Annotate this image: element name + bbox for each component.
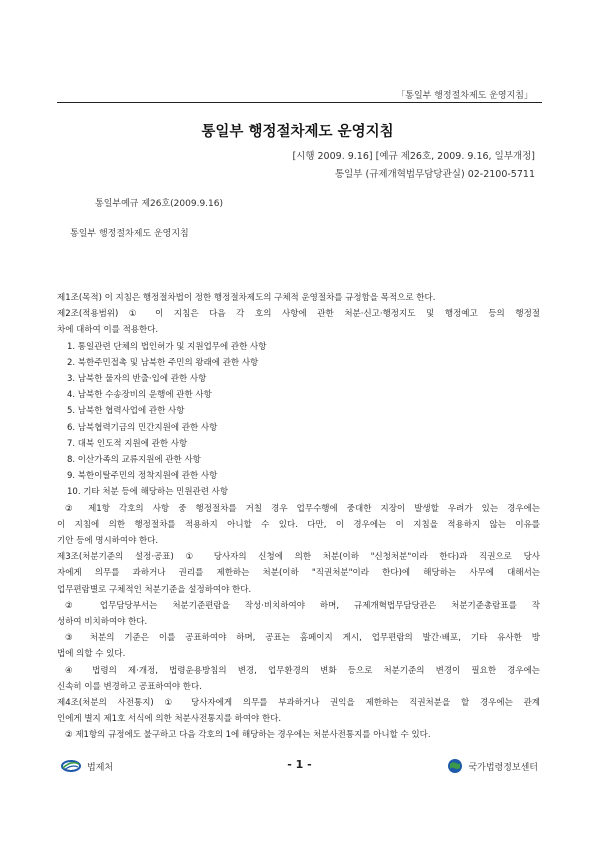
list-item: 2. 북한주민접촉 및 남북한 주민의 왕래에 관한 사항 [67,357,259,368]
article-3-para-3-line-1: ③ 처분의 기준은 이를 공표하여야 하며, 공표는 홈페이지 게시, 업무편람의 발간·배포, 기타 유사한 방 [65,633,540,644]
document-title: 통일부 행정절차제도 운영지침 [201,124,394,140]
document-name: 통일부 행정절차제도 운영지침 [70,229,189,239]
article-3-line-3: 업무편람별로 구체적인 처분기준을 설정하여야 한다. [57,584,252,595]
article-2-para-2-line-2: 이 지침에 의한 행정절차를 적용하지 아니할 수 있다. 다만, 이 경우에는 이 지침을 적용하지 않는 이유를 [57,519,540,530]
article-3-para-4-line-2: 신속히 이를 변경하고 공표하여야 한다. [57,681,202,692]
header-rule [57,102,542,103]
article-3-para-3-line-2: 법에 의할 수 있다. [57,649,126,660]
article-2-line-1: 제2조(적용범위) ① 이 지침은 다음 각 호의 사항에 관한 처분·신고·행정지도 및 행정예고 등의 행정절 [57,309,540,320]
article-3-para-2-line-1: ② 업무담당부서는 처분기준편람을 작성·비치하여야 하며, 규제개혁법무담당관은 처분기준총람표를 작 [65,600,540,611]
list-item: 9. 북한이탈주민의 정착지원에 관한 사항 [67,471,218,482]
article-4-line-2: 인에게 별지 제1호 서식에 의한 처분사전통지를 하여야 한다. [57,714,282,725]
list-item: 7. 대북 인도적 지원에 관한 사항 [67,438,188,449]
running-header: 「통일부 행정절차제도 운영지침」 [396,91,533,101]
page-number: - 1 - [287,758,312,771]
article-3-line-2: 자에게 의무를 과하거나 권리를 제한하는 처분(이하 "직권처분"이라 한다)에 해당하는 사무에 대해서는 [57,568,540,579]
article-3-para-4-line-1: ④ 법령의 제·개정, 법령운용방침의 변경, 업무환경의 변화 등으로 처분기준의 변경이 필요한 경우에는 [65,665,540,676]
list-item: 8. 이산가족의 교류지원에 관한 사항 [67,455,201,466]
article-3-para-2-line-2: 성하여 비치하여야 한다. [57,617,148,628]
article-2-para-2-line-3: 기안 등에 명시하여야 한다. [57,536,159,547]
globe-logo-icon [447,758,463,774]
document-body [57,290,540,744]
article-4-para-2: ② 제1항의 규정에도 불구하고 다음 각호의 1에 해당하는 경우에는 처분사전통지를 아니할 수 있다. [65,730,431,741]
list-item: 4. 남북한 수송장비의 운행에 관한 사항 [67,390,212,401]
department-contact: 통일부 (규제개혁법무담당관실) 02-2100-5711 [334,169,535,180]
footer-right-label: 국가법령정보센터 [468,762,538,773]
article-4-line-1: 제4조(처분의 사전통지) ① 당사자에게 의무를 부과하거나 권익을 제한하는 직권처분을 할 경우에는 관계 [57,698,540,709]
page-footer [57,752,542,782]
list-item: 1. 통일관련 단체의 법인허가 및 지원업무에 관한 사항 [67,341,267,352]
notice-number: 통일부예규 제26호(2009.9.16) [95,199,223,209]
enforcement-meta: [시행 2009. 9.16] [예규 제26호, 2009. 9.16, 일부개정] [292,151,535,162]
article-3-line-1: 제3조(처분기준의 설정·공표) ① 당사자의 신청에 의한 처분(이하 "신청처분"이라 한다)과 직권으로 당사 [57,552,540,563]
footer-left-label: 법제처 [87,762,114,773]
article-2-line-2: 차에 대하여 이를 적용한다. [57,325,159,336]
article-1: 제1조(목적) 이 지침은 행정절차법이 정한 행정절차제도의 구체적 운영절차를 규정함을 목적으로 한다. [57,293,436,303]
list-item: 3. 남북한 물자의 반출·입에 관한 사항 [67,374,207,385]
list-item: 10. 기타 처분 등에 해당하는 민원관련 사항 [67,487,229,498]
list-item: 5. 남북한 협력사업에 관한 사항 [67,406,185,417]
list-item: 6. 남북협력기금의 민간지원에 관한 사항 [67,422,218,433]
footer-right [447,758,538,774]
article-2-para-2-line-1: ② 제1항 각호의 사항 중 행정절차를 거칠 경우 업무수행에 중대한 지장이 발생할 우려가 있는 경우에는 [65,503,540,514]
